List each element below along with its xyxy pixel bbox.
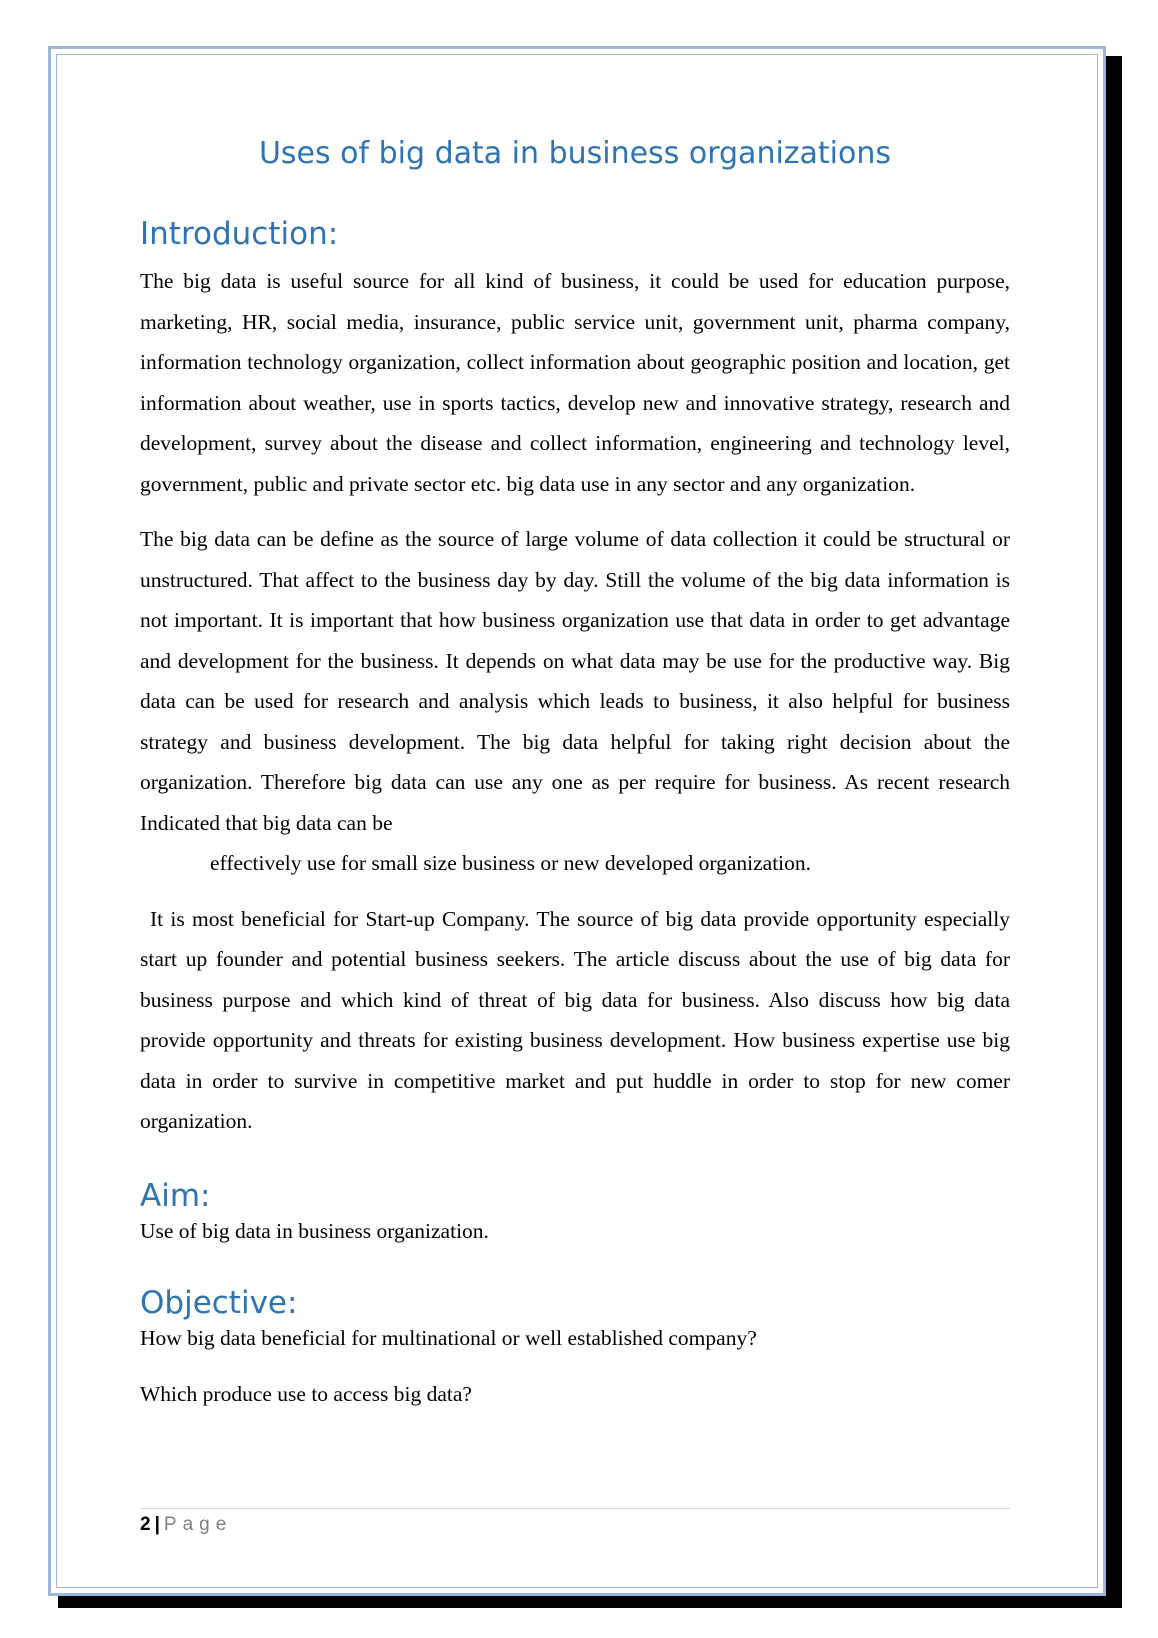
intro-paragraph-2	[140, 519, 1010, 884]
footer-separator: |	[154, 1514, 160, 1535]
page-label: Page	[163, 1514, 233, 1535]
intro-paragraph-3: It is most beneficial for Start-up Company. The source of big data provide opportunity especially start up founder and potential business seekers. The article discuss about the use of big data for business purpose and which kind of threat of big data for business. Also discuss how big data provide opportunity and threats for existing business development. How business expertise use big data in order to survive in competitive market and put huddle in order to stop for new comer organization.	[140, 906, 1010, 1134]
aim-text: Use of big data in business organization.	[140, 1218, 489, 1243]
intro-paragraph-2-text: The big data can be define as the source of large volume of data collection it could be structural or unstructured. That affect to the business day by day. Still the volume of the big data information is not important. It is important that how business organization use that data in order to get advantage and development for the business. It depends on what data may be use for the productive way. Big data can be used for research and analysis which leads to business, it also helpful for business strategy and business development. The big data helpful for taking right decision about the organization. Therefore big data can use any one as per require for business. As recent research Indicated that big data can be	[140, 527, 1010, 835]
objective-question-1: How big data beneficial for multinational or well established company?	[140, 1326, 757, 1351]
page-footer	[140, 1508, 1010, 1536]
objective-heading: Objective:	[140, 1284, 298, 1321]
document-body	[140, 136, 1010, 1410]
document-title: Uses of big data in business organizations	[258, 136, 892, 171]
objective-question-2: Which produce use to access big data?	[140, 1382, 472, 1407]
intro-paragraph-2-last-line: effectively use for small size business or new developed organization.	[210, 851, 812, 876]
introduction-heading: Introduction:	[140, 216, 339, 252]
aim-heading: Aim:	[140, 1177, 211, 1214]
page-number: 2	[140, 1514, 151, 1535]
intro-paragraph-1: The big data is useful source for all kind of business, it could be used for education purpose, marketing, HR, social media, insurance, public service unit, government unit, pharma company, information technology organization, collect information about geographic position and location, get information about weather, use in sports tactics, develop new and innovative strategy, research and development, survey about the disease and collect information, engineering and technology level, government, public and private sector etc. big data use in any sector and any organization.	[140, 269, 1010, 496]
